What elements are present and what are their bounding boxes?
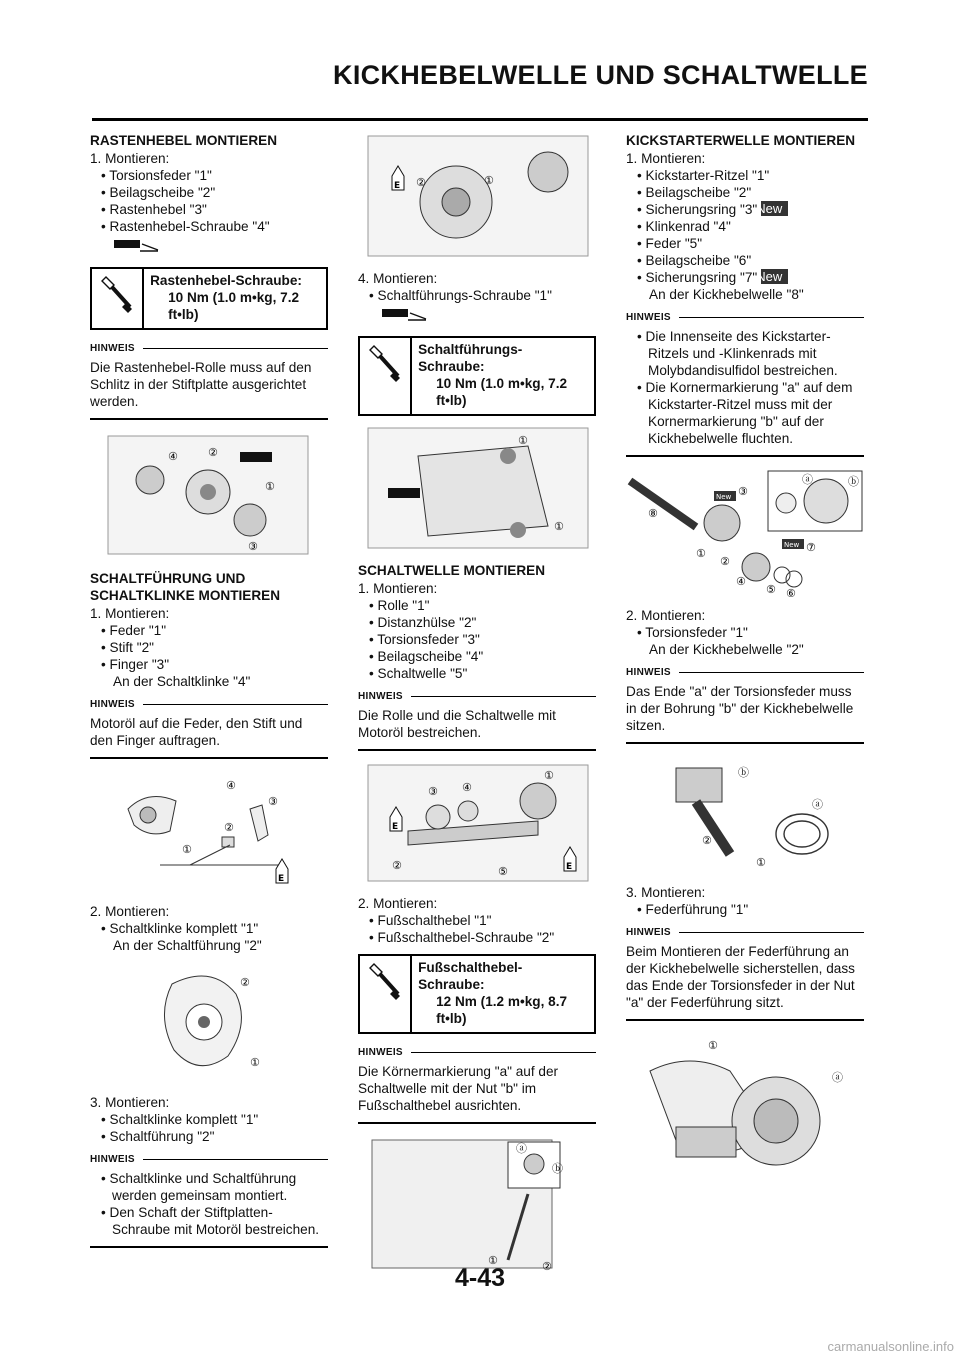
svg-text:③: ③	[248, 540, 258, 553]
svg-text:②: ②	[720, 555, 730, 568]
list-item: • Beilagscheibe "4"	[369, 649, 484, 664]
list-item: • Sicherungsring "3"New	[626, 201, 864, 218]
svg-text:④: ④	[168, 450, 178, 463]
svg-text:⑦: ⑦	[806, 541, 816, 554]
svg-text:①: ①	[488, 1254, 498, 1267]
step-label: 2. Montieren:	[358, 896, 438, 911]
page-number: 4-43	[454, 1264, 506, 1292]
svg-text:④: ④	[462, 781, 472, 794]
spec-value: 10 Nm (1.0 m•kg, 7.2 ft•lb)	[436, 376, 568, 408]
list-item: • Rolle "1"	[369, 598, 430, 613]
step-label: 2. Montieren:	[626, 608, 706, 623]
torque-spec-box	[358, 336, 596, 416]
list-item: • Feder "5"	[637, 236, 703, 251]
figure-torsion-spring	[626, 754, 864, 874]
spec-value: 10 Nm (1.0 m•kg, 7.2 ft•lb)	[168, 290, 300, 322]
svg-text:②: ②	[392, 859, 402, 872]
list-item: • Torsionsfeder "1"	[637, 625, 748, 640]
note-text: Die Rolle und die Schaltwelle mit Motoröl bestreichen.	[358, 705, 596, 751]
list-item: • Den Schaft der Stiftplatten-Schraube mit Motoröl bestreichen.	[101, 1205, 320, 1237]
list-item: • Die Innenseite des Kickstarter-Ritzels und -Klinkenrads mit Molybdandisulfidol bestreichen.	[637, 329, 838, 378]
note-label: HINWEIS	[90, 1154, 135, 1165]
list-item: • Torsionsfeder "1"	[101, 168, 212, 183]
svg-text:ⓐ: ⓐ	[516, 1142, 527, 1155]
spec-name: Schaltführungs-Schraube:	[418, 342, 523, 374]
section-heading: RASTENHEBEL MONTIEREN	[90, 133, 278, 148]
step-label: 4. Montieren:	[358, 271, 438, 286]
list-item: • Rastenhebel-Schraube "4"	[101, 219, 270, 234]
figure-kick-shaft-exploded	[626, 467, 864, 597]
note-list	[90, 1168, 328, 1248]
list-item: • Feder "1"	[101, 623, 167, 638]
svg-text:②: ②	[702, 834, 712, 847]
figure-shift-guide-installed	[358, 132, 596, 260]
svg-text:①: ①	[182, 843, 192, 856]
list-item: • Torsionsfeder "3"	[369, 632, 480, 647]
svg-text:E: E	[566, 862, 573, 872]
figure-shift-pawl	[90, 769, 328, 893]
list-item: • Schaltklinke komplett "1"	[101, 1112, 259, 1127]
svg-text:②: ②	[240, 976, 250, 989]
svg-text:③: ③	[428, 785, 438, 798]
svg-text:①: ①	[708, 1039, 718, 1052]
step-label: 1. Montieren:	[90, 151, 170, 166]
figure-shift-shaft	[358, 761, 596, 885]
watermark: carmanualsonline.info	[827, 1339, 954, 1354]
spec-value: 12 Nm (1.2 m•kg, 8.7 ft•lb)	[436, 994, 568, 1026]
svg-text:ⓑ: ⓑ	[738, 766, 749, 779]
svg-text:①: ①	[544, 769, 554, 782]
svg-text:③: ③	[268, 795, 278, 808]
note-text: Beim Montieren der Federführung an der Kickhebelwelle sicherstellen, dass das Ende der Torsionsfeder in der Nut "a" der Federführung sitzt.	[626, 941, 864, 1021]
svg-text:①: ①	[696, 547, 706, 560]
list-item: • Rastenhebel "3"	[101, 202, 207, 217]
wrench-icon	[360, 956, 412, 1032]
note-box	[358, 688, 596, 751]
note-box	[90, 696, 328, 759]
note-box	[626, 664, 864, 744]
list-item: • Die Kornermarkierung "a" auf dem Kickstarter-Ritzel muss mit der Kornermarkierung "b" auf der Kickhebelwelle fluchten.	[637, 380, 853, 446]
list-item: • Schaltklinke und Schaltführung werden gemeinsam montiert.	[101, 1171, 297, 1203]
list-item: • Beilagscheibe "2"	[101, 185, 216, 200]
list-item: • Schaltklinke komplett "1"	[101, 921, 259, 936]
section-heading: SCHALTWELLE MONTIEREN	[358, 563, 546, 578]
note-box	[90, 340, 328, 420]
svg-text:①: ①	[756, 856, 766, 869]
wrench-icon	[92, 269, 144, 328]
note-text: Das Ende "a" der Torsionsfeder muss in der Bohrung "b" der Kickhebelwelle sitzen.	[626, 681, 864, 744]
section-heading: KICKSTARTERWELLE MONTIEREN	[626, 133, 856, 148]
note-box	[626, 924, 864, 1021]
page-title: KICKHEBELWELLE UND SCHALTWELLE	[333, 60, 868, 90]
svg-text:④: ④	[736, 575, 746, 588]
svg-text:①: ①	[518, 434, 528, 447]
title-rule	[92, 118, 868, 121]
svg-text:E: E	[278, 874, 285, 884]
note-box	[358, 1044, 596, 1124]
figure-shift-pedal	[358, 1134, 596, 1274]
note-text: Die Körnermarkierung "a" auf der Schaltwelle mit der Nut "b" im Fußschalthebel ausrichten.	[358, 1061, 596, 1124]
svg-text:③: ③	[738, 485, 748, 498]
list-item: • Kickstarter-Ritzel "1"	[637, 168, 770, 183]
step-label: 3. Montieren:	[90, 1095, 170, 1110]
torque-icon	[380, 306, 428, 322]
note-label: HINWEIS	[358, 1047, 403, 1058]
list-item: • Federführung "1"	[637, 902, 749, 917]
list-sub: An der Schaltklinke "4"	[113, 674, 251, 689]
spec-name: Rastenhebel-Schraube:	[150, 273, 302, 288]
note-label: HINWEIS	[626, 312, 671, 323]
torque-icon	[112, 237, 160, 253]
new-badge: New	[761, 269, 788, 284]
svg-text:ⓑ: ⓑ	[552, 1162, 563, 1175]
column-1	[90, 132, 328, 1248]
note-label: HINWEIS	[626, 667, 671, 678]
figure-shift-guide-bolts	[358, 426, 596, 552]
list-item: • Fußschalthebel "1"	[369, 913, 492, 928]
list-item: • Finger "3"	[101, 657, 170, 672]
note-text: Motoröl auf die Feder, den Stift und den Finger auftragen.	[90, 713, 328, 759]
note-label: HINWEIS	[90, 343, 135, 354]
svg-text:②: ②	[542, 1260, 552, 1273]
svg-text:E: E	[394, 181, 401, 191]
figure-shift-guide	[90, 964, 328, 1084]
list-item: • Distanzhülse "2"	[369, 615, 477, 630]
figure-detent-lever	[90, 430, 328, 560]
list-item: • Beilagscheibe "2"	[637, 185, 752, 200]
note-label: HINWEIS	[90, 699, 135, 710]
list-item: • Stift "2"	[101, 640, 154, 655]
svg-text:②: ②	[208, 446, 218, 459]
step-label: 1. Montieren:	[626, 151, 706, 166]
list-item: • Beilagscheibe "6"	[637, 253, 752, 268]
note-list	[626, 326, 864, 457]
svg-text:①: ①	[484, 174, 494, 187]
list-item: • Schaltführung "2"	[101, 1129, 215, 1144]
step-label: 2. Montieren:	[90, 904, 170, 919]
list-sub: An der Kickhebelwelle "8"	[649, 287, 804, 302]
list-item: • Klinkenrad "4"	[637, 219, 731, 234]
section-heading: SCHALTFÜHRUNG UND SCHALTKLINKE MONTIEREN	[90, 571, 281, 603]
list-item: • Fußschalthebel-Schraube "2"	[369, 930, 555, 945]
svg-text:E: E	[392, 822, 399, 832]
new-badge: New	[761, 201, 788, 216]
torque-spec-box	[358, 954, 596, 1034]
list-item: • Schaltführungs-Schraube "1"	[369, 288, 552, 303]
spec-name: Fußschalthebel-Schraube:	[418, 960, 523, 992]
svg-text:①: ①	[265, 480, 275, 493]
list-item: • Sicherungsring "7"New	[626, 269, 864, 286]
svg-text:⑤: ⑤	[766, 583, 776, 596]
list-sub: An der Kickhebelwelle "2"	[649, 642, 804, 657]
note-text: Die Rastenhebel-Rolle muss auf den Schlitz in der Stiftplatte ausgerichtet werden.	[90, 357, 328, 420]
svg-text:⑥: ⑥	[786, 587, 796, 597]
svg-text:⑤: ⑤	[498, 865, 508, 878]
list-sub: An der Schaltführung "2"	[113, 938, 262, 953]
column-3	[626, 132, 864, 1191]
step-label: 1. Montieren:	[358, 581, 438, 596]
svg-text:②: ②	[224, 821, 234, 834]
svg-text:①: ①	[554, 520, 564, 533]
step-label: 1. Montieren:	[90, 606, 170, 621]
wrench-icon	[360, 338, 412, 414]
column-2	[358, 132, 596, 1284]
note-box	[90, 1151, 328, 1248]
note-label: HINWEIS	[626, 927, 671, 938]
svg-text:①: ①	[250, 1056, 260, 1069]
svg-text:New: New	[784, 541, 800, 549]
svg-text:ⓐ: ⓐ	[802, 473, 813, 486]
note-label: HINWEIS	[358, 691, 403, 702]
note-box	[626, 309, 864, 457]
svg-text:②: ②	[416, 176, 426, 189]
svg-text:ⓐ: ⓐ	[832, 1071, 843, 1084]
svg-text:New: New	[716, 493, 732, 501]
svg-text:④: ④	[226, 779, 236, 792]
step-label: 3. Montieren:	[626, 885, 706, 900]
torque-spec-box	[90, 267, 328, 330]
list-item: • Schaltwelle "5"	[369, 666, 468, 681]
figure-spring-guide	[626, 1031, 864, 1181]
svg-text:ⓐ: ⓐ	[812, 798, 823, 811]
svg-text:ⓑ: ⓑ	[848, 475, 859, 488]
svg-text:⑧: ⑧	[648, 507, 658, 520]
